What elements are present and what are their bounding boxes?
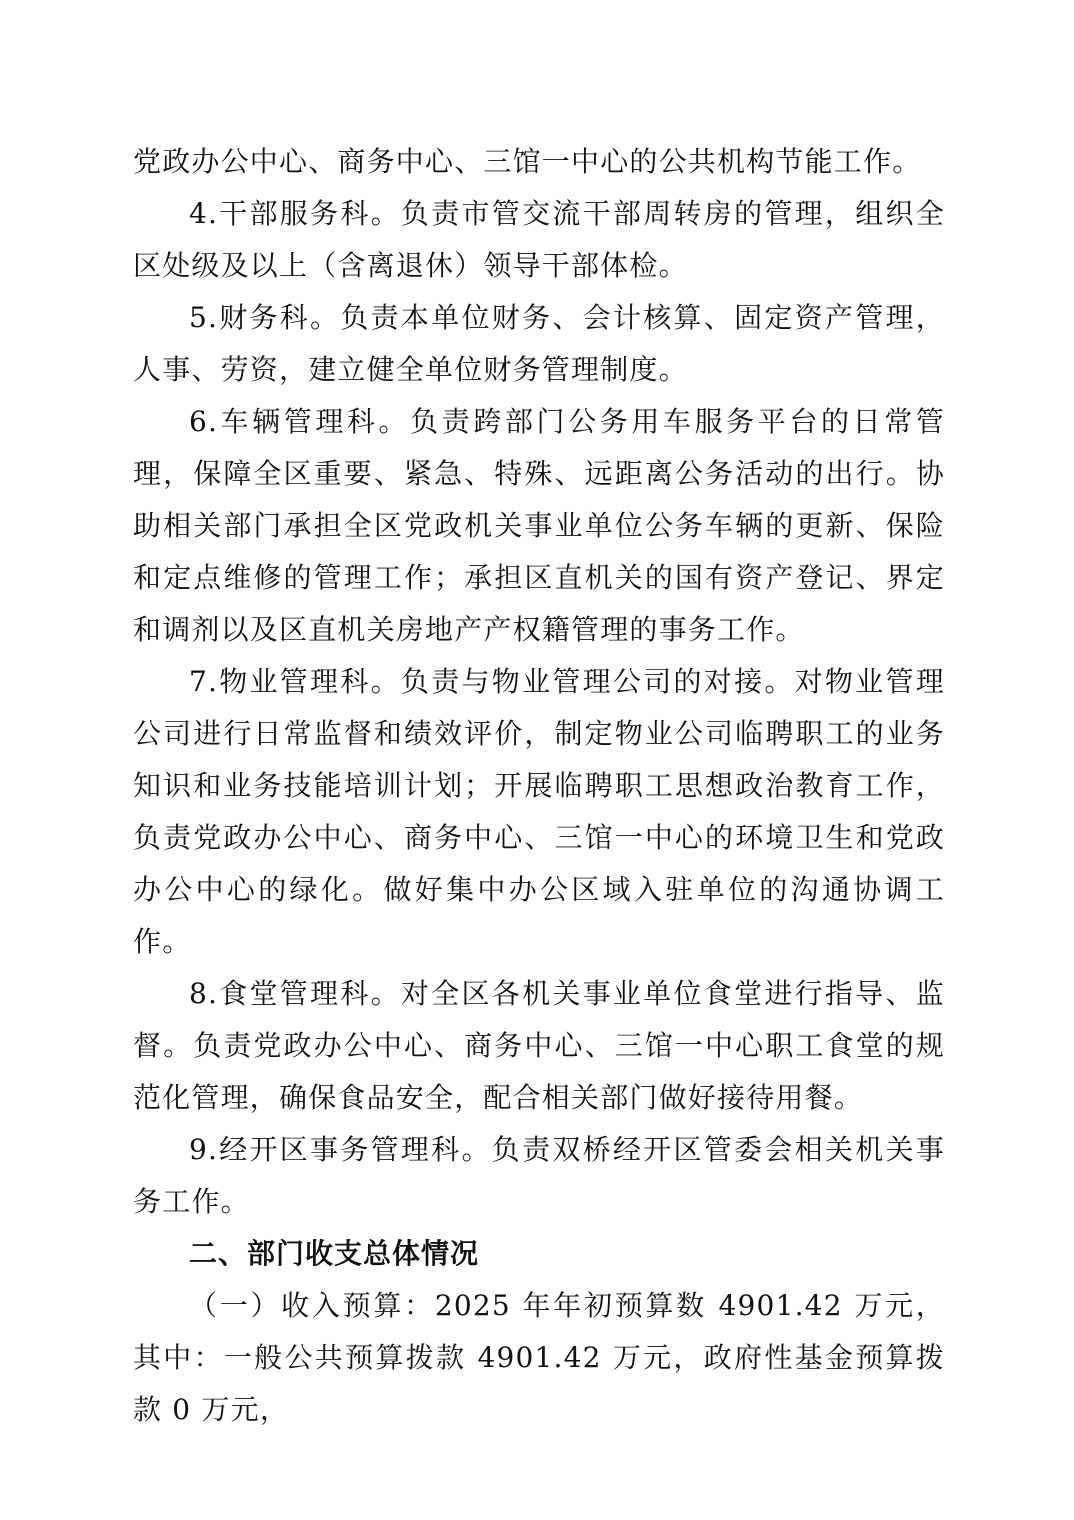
paragraph-cadre-service: 4.干部服务科。负责市管交流干部周转房的管理，组织全区处级及以上（含离退休）领导干部体检。 bbox=[133, 197, 945, 282]
paragraph-finance: 5.财务科。负责本单位财务、会计核算、固定资产管理，人事、劳资，建立健全单位财务管理制度。 bbox=[133, 301, 945, 386]
paragraph-continuation: 党政办公中心、商务中心、三馆一中心的公共机构节能工作。 bbox=[133, 145, 922, 178]
paragraph-property-management: 7.物业管理科。负责与物业管理公司的对接。对物业管理公司进行日常监督和绩效评价，制定物业公司临聘职工的业务知识和业务技能培训计划；开展临聘职工思想政治教育工作，负责党政办公中心、商务中心、三馆一中心的环境卫生和党政办公中心的绿化。做好集中办公区域入驻单位的沟通协调工作。 bbox=[133, 665, 945, 958]
paragraph-vehicle-management: 6.车辆管理科。负责跨部门公务用车服务平台的日常管理，保障全区重要、紧急、特殊、远距离公务活动的出行。协助相关部门承担全区党政机关事业单位公务车辆的更新、保险和定点维修的管理工作；承担区直机关的国有资产登记、界定和调剂以及区直机关房地产产权籍管理的事务工作。 bbox=[133, 405, 945, 646]
section-heading: 二、部门收支总体情况 bbox=[189, 1237, 480, 1270]
document-body bbox=[133, 136, 945, 1436]
paragraph-canteen-management: 8.食堂管理科。对全区各机关事业单位食堂进行指导、监督。负责党政办公中心、商务中心、三馆一中心职工食堂的规范化管理，确保食品安全，配合相关部门做好接待用餐。 bbox=[133, 977, 945, 1114]
paragraph-income-budget: （一）收入预算：2025 年年初预算数 4901.42 万元，其中：一般公共预算拨款 4901.42 万元，政府性基金预算拨款 0 万元， bbox=[133, 1289, 945, 1426]
paragraph-development-zone: 9.经开区事务管理科。负责双桥经开区管委会相关机关事务工作。 bbox=[133, 1133, 945, 1218]
